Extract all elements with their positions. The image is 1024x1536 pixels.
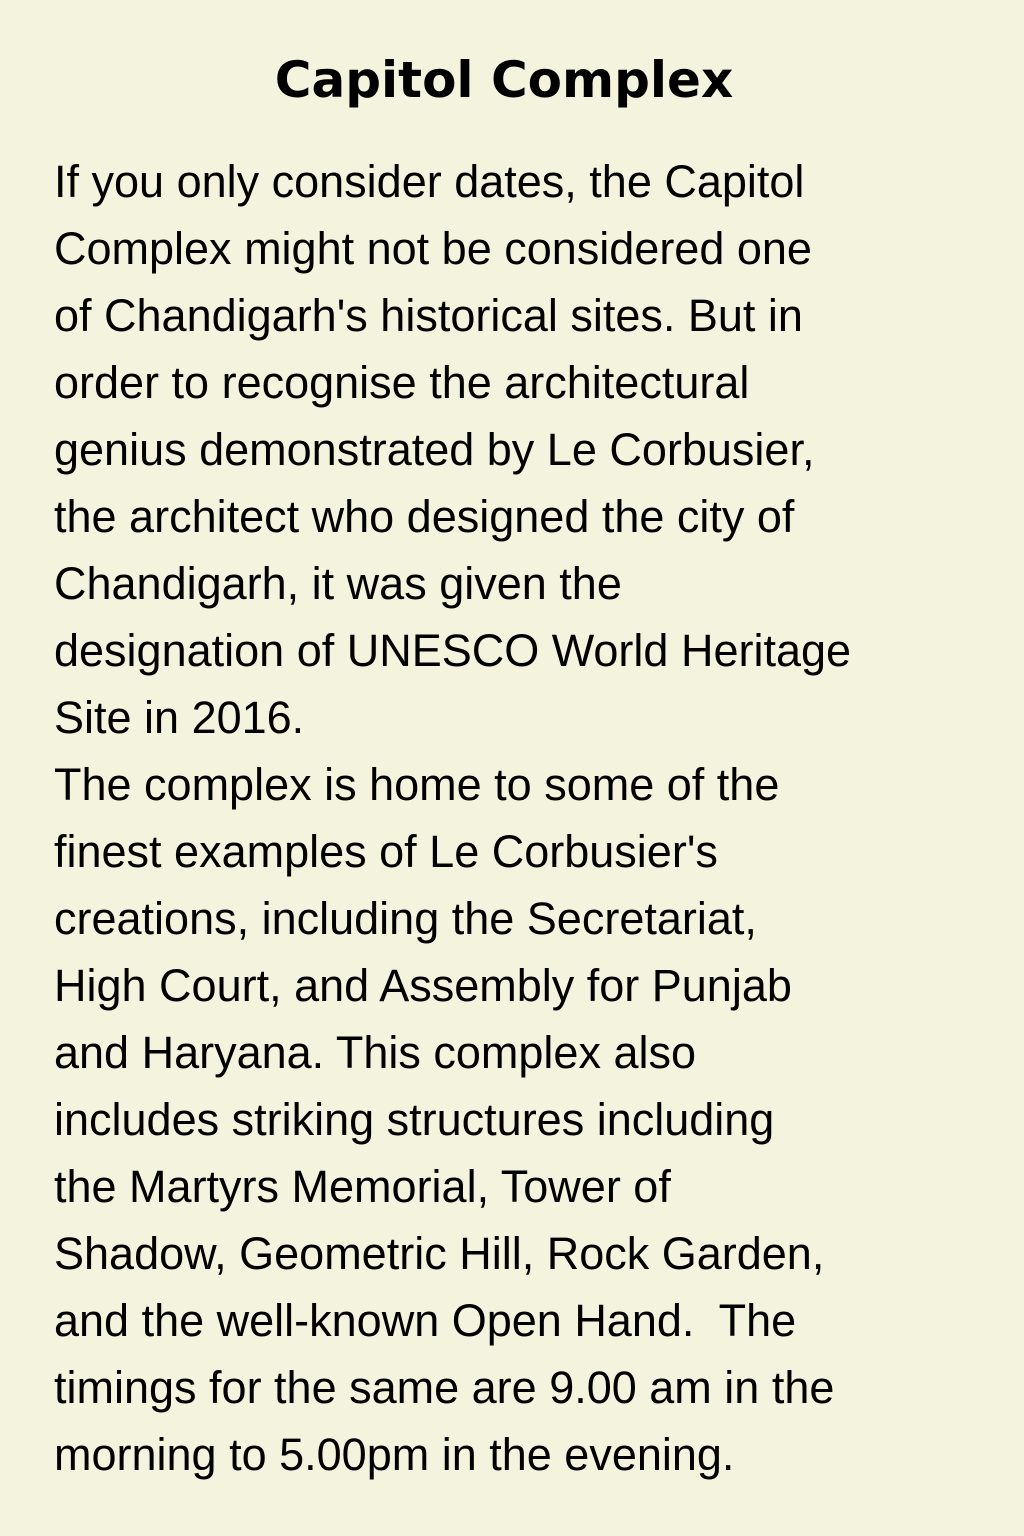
text-line: High Court, and Assembly for Punjab [54,960,792,1011]
text-line: of Chandigarh's historical sites. But in [54,290,803,341]
text-line: the Martyrs Memorial, Tower of [54,1161,671,1212]
text-line: Chandigarh, it was given the [54,558,622,609]
text-line: order to recognise the architectural [54,357,750,408]
text-line: morning to 5.00pm in the evening. [54,1429,735,1480]
text-line: If you only consider dates, the Capitol [54,156,805,207]
text-line: genius demonstrated by Le Corbusier, [54,424,815,475]
page-title: Capitol Complex [274,51,734,109]
text-line: the architect who designed the city of [54,491,795,542]
text-line: includes striking structures including [54,1094,775,1145]
text-line: designation of UNESCO World Heritage [54,625,852,676]
text-line: and the well-known Open Hand. The [54,1295,797,1346]
text-line: finest examples of Le Corbusier's [54,826,718,877]
text-line: The complex is home to some of the [54,759,780,810]
text-line: and Haryana. This complex also [54,1027,696,1078]
body-text [54,148,1014,1488]
text-line: Shadow, Geometric Hill, Rock Garden, [54,1228,825,1279]
text-line: Site in 2016. [54,692,305,743]
text-line: creations, including the Secretariat, [54,893,757,944]
text-line: Complex might not be considered one [54,223,812,274]
text-line: timings for the same are 9.00 am in the [54,1362,835,1413]
